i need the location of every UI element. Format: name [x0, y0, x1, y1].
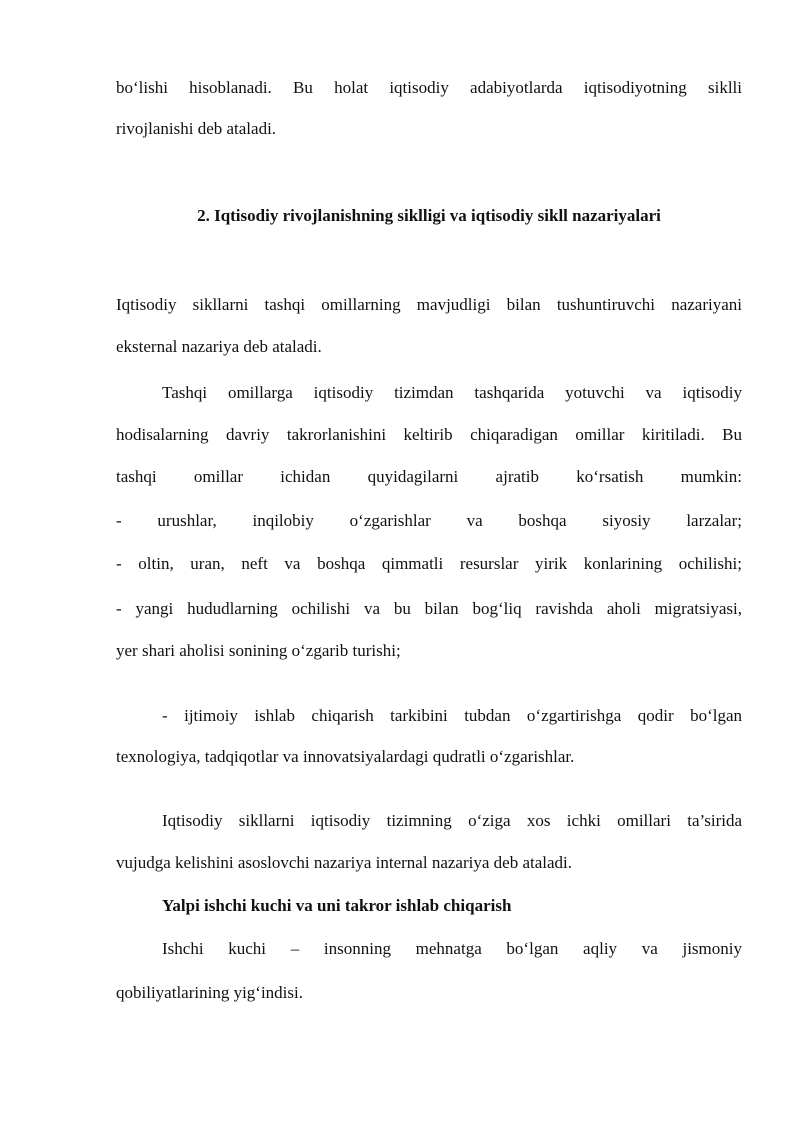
paragraph-line: tashqi omillar ichidan quyidagilarni ajratib ko‘rsatish mumkin:: [116, 467, 742, 486]
paragraph-line: Iqtisodiy sikllarni tashqi omillarning mavjudligi bilan tushuntiruvchi nazariyani: [116, 295, 742, 314]
subheading: Yalpi ishchi kuchi va uni takror ishlab chiqarish: [162, 896, 512, 915]
paragraph-line: Tashqi omillarga iqtisodiy tizimdan tashqarida yotuvchi va iqtisodiy: [162, 383, 742, 402]
paragraph-line: rivojlanishi deb ataladi.: [116, 119, 277, 138]
list-item: - yangi hududlarning ochilishi va bu bilan bog‘liq ravishda aholi migratsiyasi,: [116, 599, 742, 618]
paragraph-line: hodisalarning davriy takrorlanishini keltirib chiqaradigan omillar kiritiladi. Bu: [116, 425, 742, 444]
list-item: - oltin, uran, neft va boshqa qimmatli resurslar yirik konlarining ochilishi;: [116, 554, 742, 573]
paragraph-line: eksternal nazariya deb ataladi.: [116, 337, 322, 356]
paragraph-line: Ishchi kuchi – insonning mehnatga bo‘lgan aqliy va jismoniy: [162, 939, 742, 958]
paragraph-line: yer shari aholisi sonining o‘zgarib turishi;: [116, 641, 401, 660]
paragraph-line: bo‘lishi hisoblanadi. Bu holat iqtisodiy adabiyotlarda iqtisodiyotning siklli: [116, 78, 742, 97]
list-item: - urushlar, inqilobiy o‘zgarishlar va boshqa siyosiy larzalar;: [116, 511, 742, 530]
list-item: - ijtimoiy ishlab chiqarish tarkibini tubdan o‘zgartirishga qodir bo‘lgan: [162, 706, 742, 725]
paragraph-line: vujudga kelishini asoslovchi nazariya internal nazariya deb ataladi.: [116, 853, 572, 872]
paragraph-line: texnologiya, tadqiqotlar va innovatsiyalardagi qudratli o‘zgarishlar.: [116, 747, 575, 766]
paragraph-line: Iqtisodiy sikllarni iqtisodiy tizimning o‘ziga xos ichki omillari ta’sirida: [162, 811, 742, 830]
section-heading: 2. Iqtisodiy rivojlanishning siklligi va iqtisodiy sikll nazariyalari: [197, 206, 661, 225]
paragraph-line: qobiliyatlarining yig‘indisi.: [116, 983, 303, 1002]
